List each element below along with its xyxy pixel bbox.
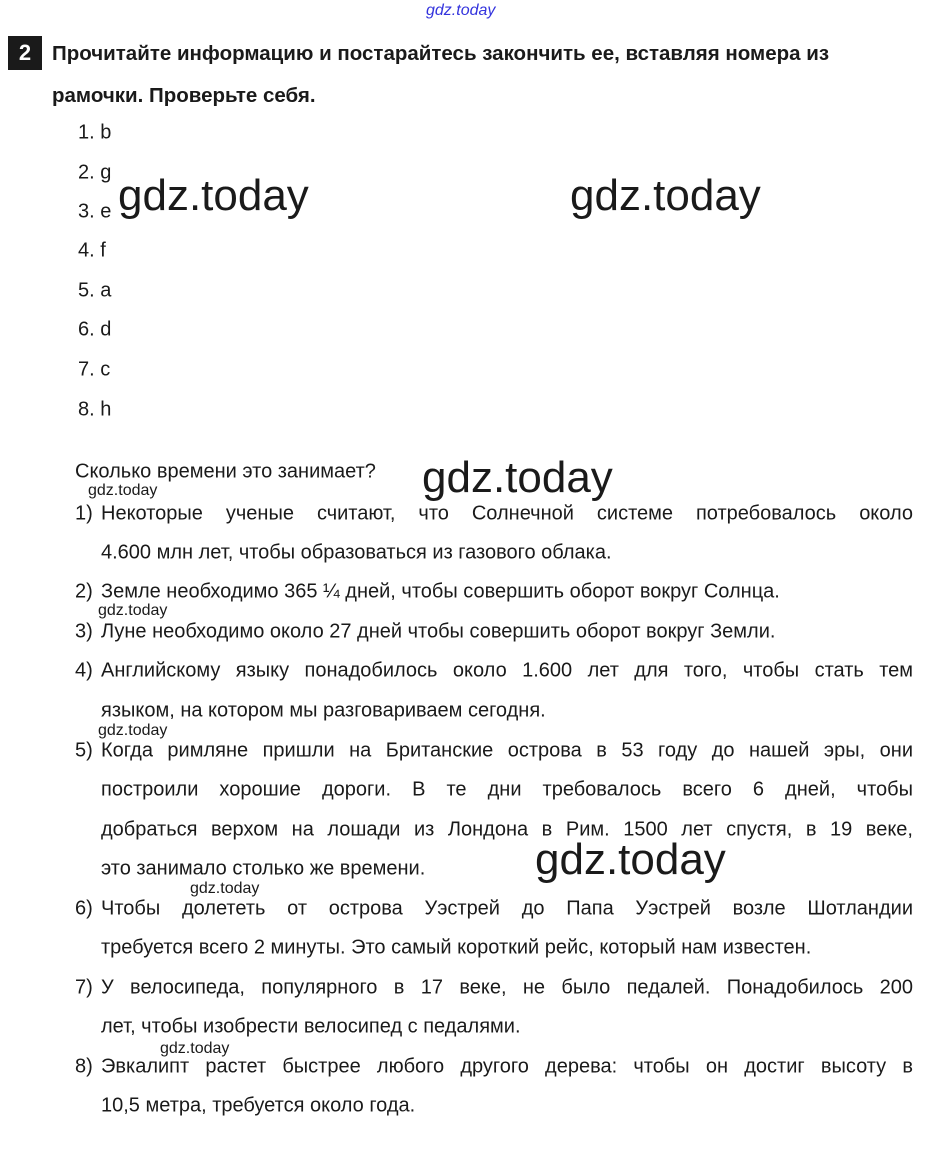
paragraph-number: 4) xyxy=(75,659,93,682)
paragraph-line: 4.600 млн лет, чтобы образоваться из газового облака. xyxy=(101,541,612,564)
watermark: gdz.today xyxy=(570,171,761,220)
exercise-title-line2: рамочки. Проверьте себя. xyxy=(52,84,316,107)
answer-item: 5. a xyxy=(78,279,112,302)
paragraph-line: Земле необходимо 365 ¼ дней, чтобы совершить оборот вокруг Солнца. xyxy=(101,580,780,603)
paragraph-line: У велосипеда, популярного в 17 веке, не было педалей. Понадобилось 200 xyxy=(101,976,913,999)
paragraph-line: лет, чтобы изобрести велосипед с педалями. xyxy=(101,1015,521,1038)
paragraph-line: добраться верхом на лошади из Лондона в Рим. 1500 лет спустя, в 19 веке, xyxy=(101,818,913,841)
paragraph-line: Когда римляне пришли на Британские острова в 53 году до нашей эры, они xyxy=(101,739,913,762)
answer-item: 6. d xyxy=(78,318,112,341)
paragraph-number: 3) xyxy=(75,620,93,643)
paragraph-line: Английскому языку понадобилось около 1.600 лет для того, чтобы стать тем xyxy=(101,659,913,682)
paragraph-number: 2) xyxy=(75,580,93,603)
paragraph-number: 1) xyxy=(75,502,93,525)
paragraph-line: это занимало столько же времени. xyxy=(101,857,426,880)
answer-item: 1. b xyxy=(78,121,112,144)
watermark: gdz.today xyxy=(190,880,260,897)
watermark: gdz.today xyxy=(422,453,613,502)
answer-item: 4. f xyxy=(78,239,106,262)
paragraph-line: требуется всего 2 минуты. Это самый короткий рейс, который нам известен. xyxy=(101,936,812,959)
answer-item: 8. h xyxy=(78,398,112,421)
watermark: gdz.today xyxy=(535,835,726,884)
paragraph-number: 7) xyxy=(75,976,93,999)
paragraph-line: Чтобы долететь от острова Уэстрей до Папа Уэстрей возле Шотландии xyxy=(101,897,913,920)
watermark: gdz.today xyxy=(98,722,168,739)
paragraph-number: 8) xyxy=(75,1055,93,1078)
answer-item: 7. c xyxy=(78,358,111,381)
paragraph-line: Некоторые ученые считают, что Солнечной системе потребовалось около xyxy=(101,502,913,525)
answer-item: 2. g xyxy=(78,161,112,184)
watermark: gdz.today xyxy=(118,171,309,220)
paragraph-line: 10,5 метра, требуется около года. xyxy=(101,1094,416,1117)
question-heading: Сколько времени это занимает? xyxy=(75,460,376,483)
exercise-title-line1: Прочитайте информацию и постарайтесь закончить ее, вставляя номера из xyxy=(52,42,830,65)
paragraph-number: 6) xyxy=(75,897,93,920)
watermark-top: gdz.today xyxy=(426,2,496,19)
watermark: gdz.today xyxy=(88,482,158,499)
exercise-number-badge: 2 xyxy=(8,36,42,70)
paragraph-line: языком, на котором мы разговариваем сегодня. xyxy=(101,699,546,722)
paragraph-line: Эвкалипт растет быстрее любого другого дерева: чтобы он достиг высоту в xyxy=(101,1055,913,1078)
paragraph-line: построили хорошие дороги. В те дни требовалось всего 6 дней, чтобы xyxy=(101,778,913,801)
answer-item: 3. e xyxy=(78,200,112,223)
watermark: gdz.today xyxy=(160,1040,230,1057)
paragraph-number: 5) xyxy=(75,739,93,762)
paragraph-line: Луне необходимо около 27 дней чтобы совершить оборот вокруг Земли. xyxy=(101,620,776,643)
watermark: gdz.today xyxy=(98,602,168,619)
